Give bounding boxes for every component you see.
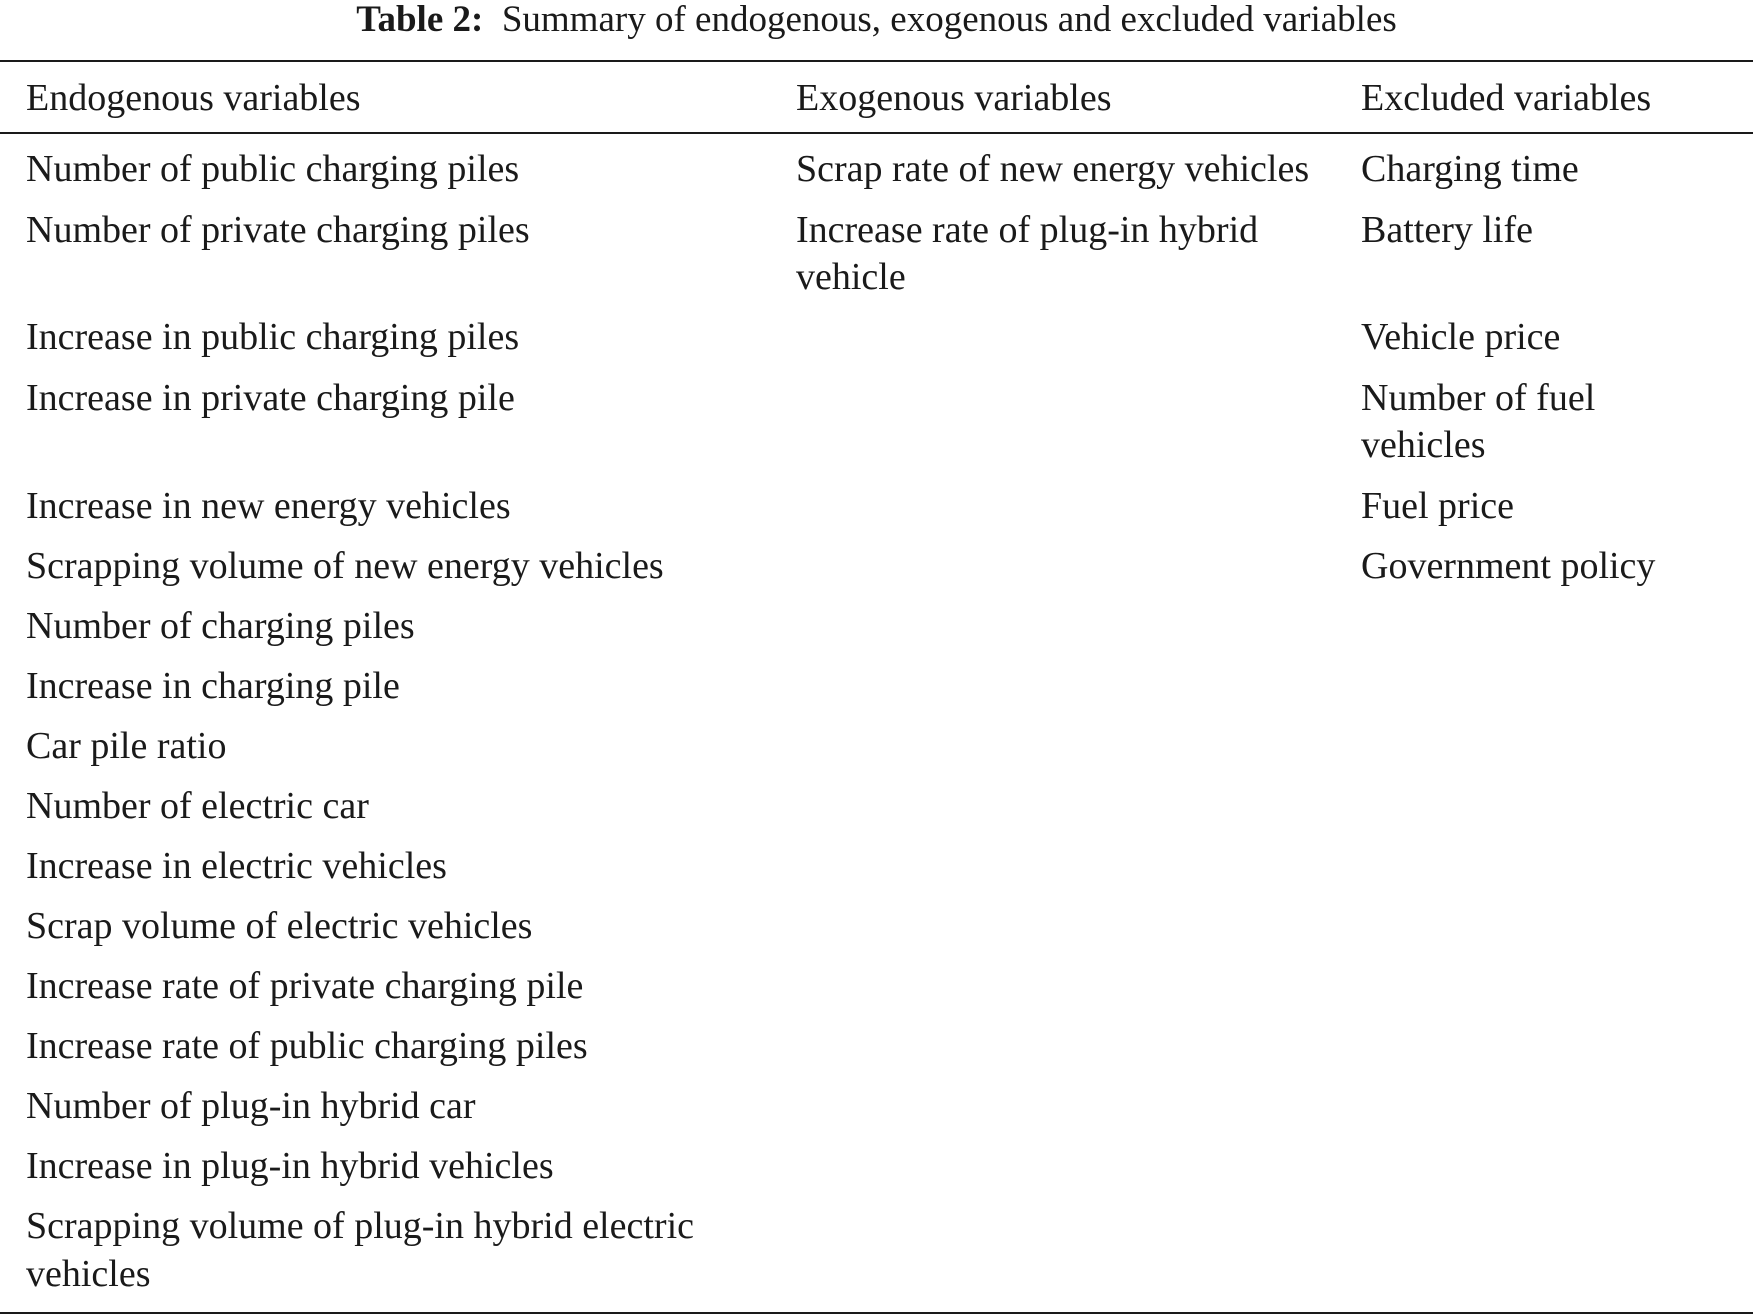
excluded-cell: Charging time: [1361, 148, 1579, 190]
endogenous-cell: Number of public charging piles: [26, 148, 520, 190]
header-rule: [0, 132, 1753, 134]
header-endogenous: Endogenous variables: [26, 77, 361, 119]
endogenous-cell: Scrapping volume of new energy vehicles: [26, 545, 664, 587]
endogenous-cell: Scrap volume of electric vehicles: [26, 905, 533, 947]
endogenous-cell: Increase in plug-in hybrid vehicles: [26, 1145, 554, 1187]
endogenous-cell: Increase in public charging piles: [26, 316, 520, 358]
header-exogenous: Exogenous variables: [796, 77, 1112, 119]
endogenous-cell: Number of plug-in hybrid car: [26, 1085, 476, 1127]
endogenous-cell: Scrapping volume of plug-in hybrid electric: [26, 1205, 694, 1247]
endogenous-cell-continuation: vehicles: [26, 1253, 151, 1295]
endogenous-cell: Increase rate of private charging pile: [26, 965, 584, 1007]
exogenous-cell: Increase rate of plug-in hybrid: [796, 209, 1259, 251]
endogenous-cell: Car pile ratio: [26, 725, 227, 767]
exogenous-cell: Scrap rate of new energy vehicles: [796, 148, 1310, 190]
excluded-cell: Government policy: [1361, 545, 1656, 587]
endogenous-cell: Number of charging piles: [26, 605, 415, 647]
table-caption-text: Summary of endogenous, exogenous and excluded variables: [501, 0, 1397, 40]
endogenous-cell: Increase in electric vehicles: [26, 845, 447, 887]
endogenous-cell: Increase in private charging pile: [26, 377, 515, 419]
excluded-cell: Fuel price: [1361, 485, 1515, 527]
excluded-cell-continuation: vehicles: [1361, 424, 1486, 466]
table-top-rule: [0, 60, 1753, 62]
exogenous-cell-continuation: vehicle: [796, 256, 906, 298]
table-caption: [0, 0, 1753, 40]
endogenous-cell: Increase in new energy vehicles: [26, 485, 511, 527]
table-bottom-rule: [0, 1312, 1753, 1314]
endogenous-cell: Increase in charging pile: [26, 665, 400, 707]
header-excluded: Excluded variables: [1361, 77, 1652, 119]
endogenous-cell: Number of private charging piles: [26, 209, 530, 251]
endogenous-cell: Increase rate of public charging piles: [26, 1025, 588, 1067]
table-caption-label: Table 2:: [356, 0, 484, 40]
endogenous-cell: Number of electric car: [26, 785, 369, 827]
excluded-cell: Vehicle price: [1361, 316, 1561, 358]
excluded-cell: Number of fuel: [1361, 377, 1596, 419]
excluded-cell: Battery life: [1361, 209, 1533, 251]
